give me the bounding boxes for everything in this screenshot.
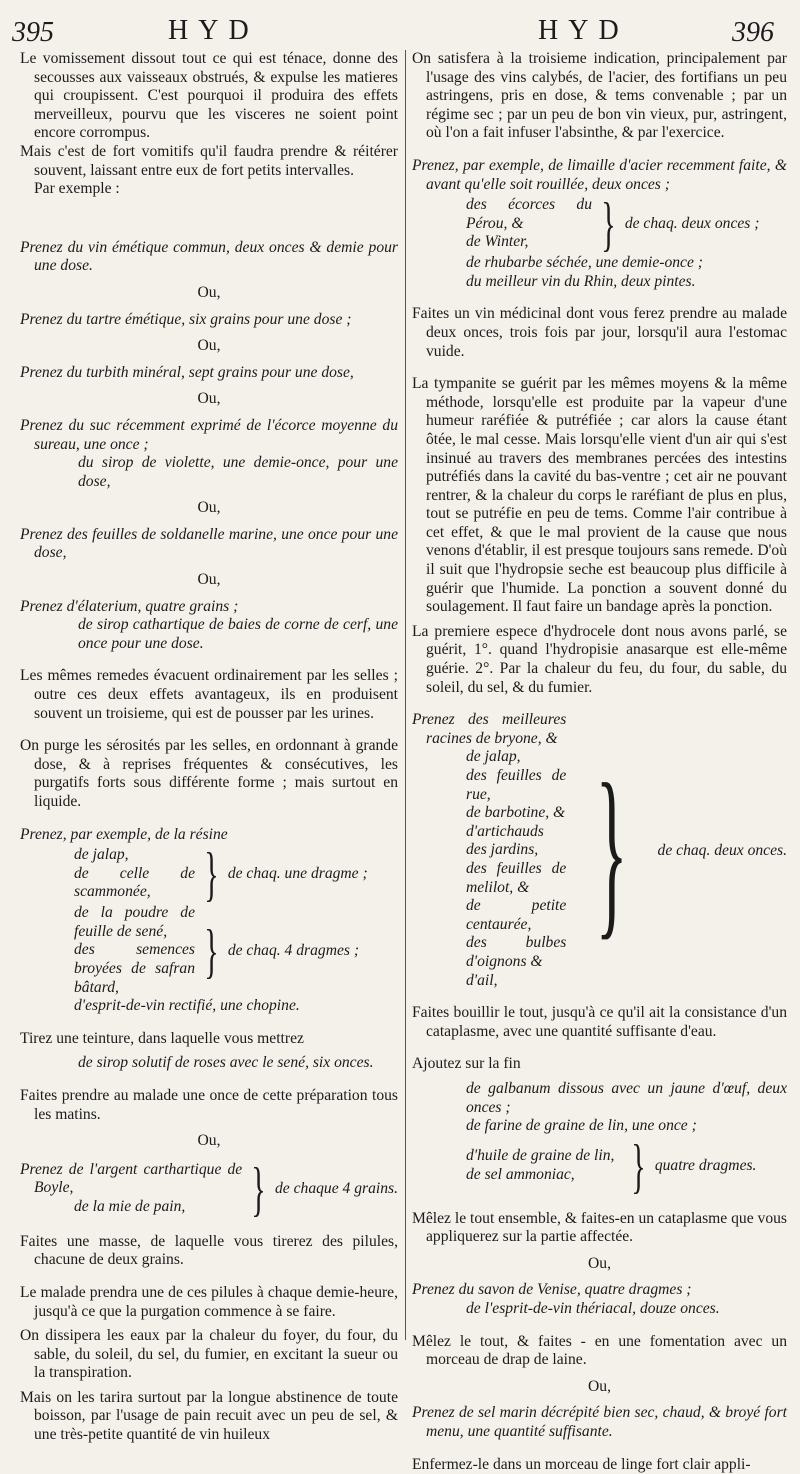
- brace-glyph: }: [601, 191, 616, 258]
- brace-note: de chaq. une dragme ;: [227, 865, 368, 883]
- recipe-line: de la mie de pain,: [74, 1198, 186, 1216]
- recipe-line: de barbotine, &: [466, 804, 566, 822]
- recipe-line: de jalap,: [466, 748, 521, 766]
- recipe: Prenez des feuilles de soldanelle marine, une once pour une dose,: [20, 525, 398, 562]
- right-column: [412, 50, 787, 1473]
- recipe: Prenez du vin émétique commun, deux onces & demie pour une dose.: [20, 238, 398, 275]
- brace-group: [412, 191, 787, 258]
- brace-note: de chaq. deux onces.: [657, 841, 787, 859]
- paragraph: Mais on les tarira surtout par la longue abstinence de toute boisson, par l'usage de pain recuit avec un peu de sel, & une très-petite quantité de vin huileux: [20, 1388, 398, 1444]
- recipe-line: de Winter,: [466, 233, 529, 251]
- recipe-line: Prenez de l'argent carthartique de Boyle,: [20, 1160, 243, 1197]
- page-number-left: 395: [12, 17, 54, 48]
- recipe-line: de la poudre de feuille de sené,: [74, 904, 195, 940]
- or-separator: Ou,: [197, 283, 221, 301]
- recipe-line: de celle de scammonée,: [74, 864, 195, 901]
- or-separator: Ou,: [588, 1377, 611, 1395]
- brace-group: [20, 1155, 398, 1222]
- paragraph: Faites bouillir le tout, jusqu'à ce qu'il ait la consistance d'un cataplasme, avec une quantité suffisante d'eau.: [412, 1004, 787, 1040]
- paragraph: On satisfera à la troisieme indication, principalement par l'usage des vins calybés, de l'acier, des fortifians un peu astringens, pris en dose, & tems convenable ; par un régime sec ; par un peu de bon vin vieux, pur, astringent, où l'on a fait infuser l'absinthe, & par l'exercice.: [412, 50, 787, 142]
- page-header: [0, 14, 800, 54]
- recipe-line: Prenez, par exemple, de limaille d'acier recemment faite, & avant qu'elle soit rouillée, deux onces ;: [412, 156, 787, 193]
- recipe-line: des feuilles de rue,: [466, 767, 567, 803]
- brace-glyph: }: [204, 841, 219, 908]
- recipe-line: des feuilles de melilot, &: [466, 859, 567, 896]
- recipe: Prenez du suc récemment exprimé de l'écorce moyenne du sureau, une once ;: [20, 416, 398, 453]
- brace-glyph: }: [204, 917, 219, 984]
- brace-note: de chaq. deux onces ;: [624, 215, 760, 233]
- paragraph: Les mêmes remedes évacuent ordinairement par les selles ; outre ces deux effets avantageux, ils en produisent souvent un troisieme, qui est de pousser par les urines.: [20, 667, 398, 722]
- brace-note: de chaque 4 grains.: [275, 1179, 398, 1197]
- recipe-line: des écorces du Pérou, &: [466, 196, 592, 232]
- recipe-line: de sirop solutif de roses avec le sené, six onces.: [78, 1054, 374, 1072]
- recipe: Prenez du tartre émétique, six grains pour une dose ;: [20, 310, 352, 328]
- paragraph: Ajoutez sur la fin: [412, 1055, 521, 1073]
- recipe-block: [412, 1079, 787, 1199]
- or-separator: Ou,: [197, 337, 221, 355]
- paragraph: Mêlez le tout, & faites - en une fomentation avec un morceau de drap de laine.: [412, 1332, 787, 1369]
- brace-glyph: }: [631, 1132, 646, 1199]
- or-separator: Ou,: [197, 1132, 221, 1150]
- recipe-line: de galbanum dissous avec un jaune d'œuf, deux onces ;: [466, 1079, 787, 1116]
- brace-glyph: }: [595, 745, 628, 956]
- column-divider: [405, 50, 406, 1340]
- recipe: Prenez du turbith minéral, sept grains pour une dose,: [20, 363, 354, 381]
- paragraph: Faites une masse, de laquelle vous tirerez des pilules, chacune de deux grains.: [20, 1232, 398, 1269]
- brace-group: [20, 904, 398, 997]
- recipe: Prenez du savon de Venise, quatre dragmes ;: [412, 1281, 692, 1299]
- recipe-line: de sirop cathartique de baies de corne de cerf, une once pour une dose.: [78, 616, 398, 652]
- recipe-line: du meilleur vin du Rhin, deux pintes.: [466, 272, 696, 290]
- recipe: Prenez de sel marin décrépité bien sec, chaud, & broyé fort menu, une quantité suffisante.: [412, 1404, 787, 1441]
- recipe-line: d'esprit-de-vin rectifié, une chopine.: [74, 997, 300, 1015]
- paragraph: Faites prendre au malade une once de cette préparation tous les matins.: [20, 1086, 398, 1123]
- paragraph: On dissipera les eaux par la chaleur du foyer, du four, du sable, du soleil, du sel, du fumier, en excitant la sueur ou la transpiration.: [20, 1327, 398, 1382]
- recipe-line: de rhubarbe séchée, une demie-once ;: [466, 254, 703, 272]
- recipe-line: d'huile de graine de lin,: [466, 1147, 615, 1165]
- paragraph: Faites un vin médicinal dont vous ferez prendre au malade deux onces, trois fois par jour, lorsqu'il aura l'estomac vuide.: [412, 305, 787, 360]
- brace-note: de chaq. 4 dragmes ;: [227, 941, 360, 959]
- recipe-line: d'artichauds des jardins,: [466, 822, 544, 859]
- recipe-line: Prenez des meilleures racines de bryone, &: [412, 711, 567, 747]
- recipe-line: Prenez, par exemple, de la résine: [20, 825, 228, 843]
- or-separator: Ou,: [197, 390, 221, 408]
- brace-group: [20, 841, 398, 908]
- brace-glyph: }: [251, 1155, 266, 1222]
- running-head-right: HYD: [538, 15, 629, 46]
- recipe-line: des semences broyées de safran bâtard,: [74, 941, 195, 996]
- brace-group: [412, 1132, 787, 1199]
- or-separator: Ou,: [197, 571, 221, 589]
- paragraph: Par exemple :: [34, 180, 120, 198]
- paragraph: La tympanite se guérit par les mêmes moyens & la même méthode, lorsqu'elle est produite par la vapeur d'une humeur raréfiée & putréfiée ; car alors la cause étant ôtée, le mal cesse. Mais lorsqu'elle vient d'un air qui s'est insinué au travers des membranes percées des intestins putréfiés dans la cavité du bas-ventre ; cet air ne pouvant rentrer, & la chaleur du corps le raréfiant de plus en plus, tout se putréfie en peu de tems. Comme l'air contribue à cet effet, & que le mal provient de la cause que nous venons d'établir, il est presque toujours sans remede. D'où il suit que l'hydropsie seche est beaucoup plus difficile à guérir que l'humide. La ponction a souvent donné du soulagement. Il faut faire un bandage après la ponction.: [412, 375, 787, 616]
- brace-note: quatre dragmes.: [654, 1156, 757, 1174]
- paragraph: Enfermez-le dans un morceau de linge fort clair appli-: [412, 1455, 751, 1473]
- paragraph: Tirez une teinture, dans laquelle vous mettrez: [20, 1029, 304, 1047]
- recipe-line: de l'esprit-de-vin thériacal, douze onces.: [466, 1300, 720, 1318]
- paragraph: Mêlez le tout ensemble, & faites-en un cataplasme que vous appliquerez sur la partie affectée.: [412, 1209, 787, 1246]
- or-separator: Ou,: [197, 499, 221, 517]
- page-number-right: 396: [732, 17, 774, 48]
- brace-group: [412, 711, 787, 990]
- paragraph: On purge les sérosités par les selles, en ordonnant à grande dose, & à reprises fréquentes & consécutives, les purgatifs forts sous différente forme ; mais surtout en liquide.: [20, 737, 398, 810]
- recipe: Prenez d'élaterium, quatre grains ;: [20, 597, 239, 615]
- recipe-block: [20, 826, 398, 1016]
- paragraph: Mais c'est de fort vomitifs qu'il faudra prendre & réitérer souvent, laissant entre eux de fort petits intervalles.: [20, 142, 398, 179]
- recipe-line: de sel ammoniac,: [466, 1165, 575, 1183]
- recipe-line: de petite centaurée,: [466, 897, 567, 933]
- paragraph: Le vomissement dissout tout ce qui est ténace, donne des secousses aux vaisseaux obstrués, & expulse les matieres qui croupissent. C'est pourquoi il produira des effets merveilleux, pourvu que les visceres ne soient point encore corrompus.: [20, 50, 398, 142]
- recipe-block: [412, 157, 787, 291]
- paragraph: La premiere espece d'hydrocele dont nous avons parlé, se guérit, 1°. quand l'hydropisie anasarque est elle-même guérie. 2°. Par la chaleur du feu, du four, du sable, du soleil, du sel, & du fumier.: [412, 622, 787, 696]
- or-separator: Ou,: [588, 1254, 611, 1272]
- recipe-line: du sirop de violette, une demie-once, pour une dose,: [78, 454, 398, 490]
- recipe-line: des bulbes d'oignons &: [466, 934, 567, 970]
- left-column: [20, 50, 398, 1444]
- recipe-line: de farine de graine de lin, une once ;: [466, 1117, 697, 1135]
- recipe-line: d'ail,: [466, 971, 498, 989]
- paragraph: Le malade prendra une de ces pilules à chaque demie-heure, jusqu'à ce que la purgation commence à se faire.: [20, 1283, 398, 1320]
- running-head-left: HYD: [168, 15, 259, 46]
- recipe-line: de jalap,: [74, 846, 129, 864]
